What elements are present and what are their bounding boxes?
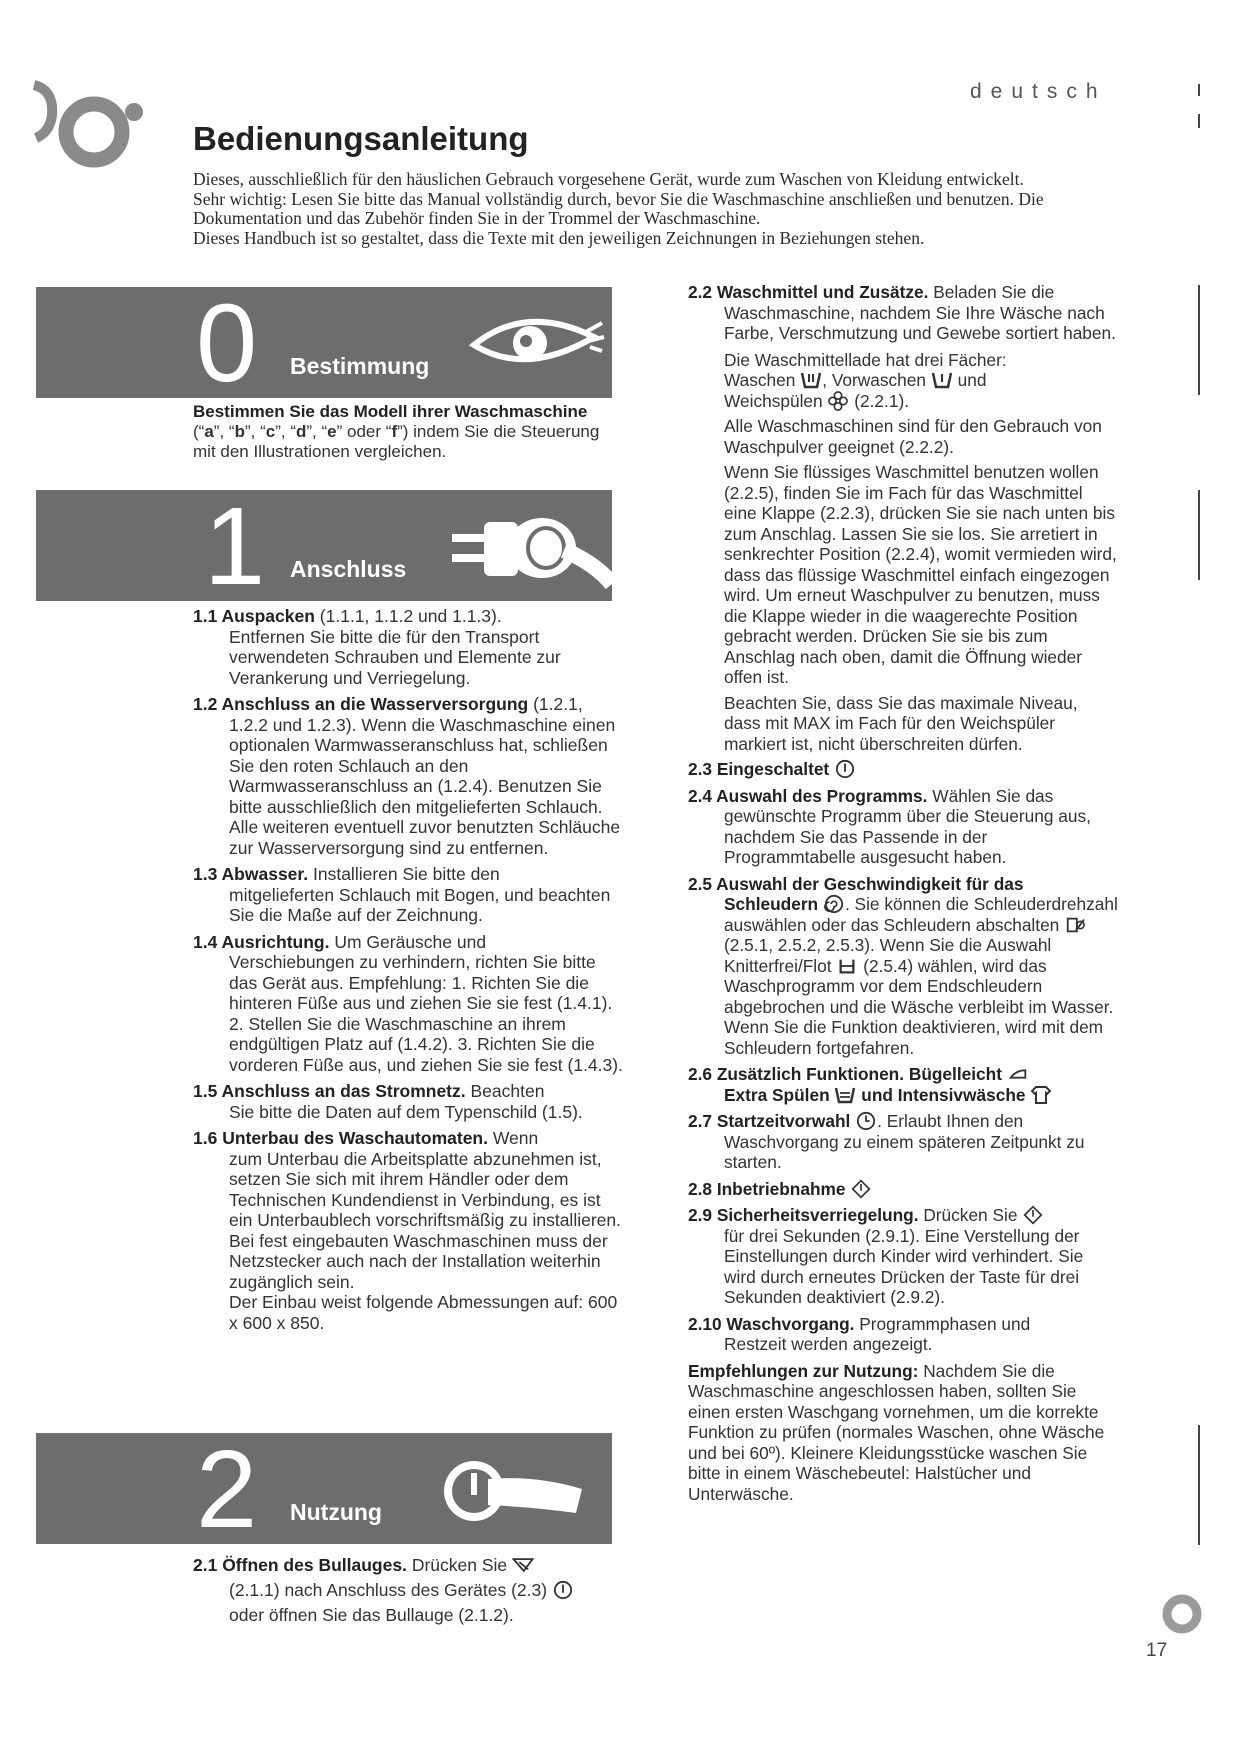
section-1-number: 1 — [204, 490, 266, 601]
section-2-label: Nutzung — [290, 1499, 382, 1525]
list-item: 2.9 Sicherheitsverriegelung. Drücken Sie für drei Sekunden (2.9.1). Eine Verstellung der Einstellungen durch Kinder wird verhindert. Sie wird durch erneutes Drücken der Taste für drei Sekunden deaktiviert (2.9.2). — [688, 1205, 1084, 1307]
intro-paragraph: Sehr wichtig: Lesen Sie bitte das Manual vollständig durch, bevor Sie die Waschmaschine anschließen und benutzen. Die Dokumentation und das Zubehör finden Sie in der Trommel der Waschmaschine. — [193, 188, 1044, 228]
spin-icon — [823, 894, 845, 914]
page-title: Bedienungsanleitung — [193, 120, 529, 157]
list-item: 1.5 Anschluss an das Stromnetz. Beachten Sie bitte die Daten auf dem Typenschild (1.5). — [193, 1081, 583, 1122]
section-1-label: Anschluss — [290, 556, 407, 582]
list-item: 2.3 Eingeschaltet — [688, 759, 1118, 780]
intensive-wash-shirt-icon — [1030, 1085, 1052, 1105]
extra-rinse-icon — [834, 1085, 856, 1105]
section-0-number: 0 — [196, 287, 258, 398]
page-number: 17 — [1146, 1640, 1168, 1661]
model-instruction-bold: Bestimmen Sie das Modell ihrer Waschmaschine — [193, 402, 588, 421]
crease-free-icon — [836, 956, 858, 976]
max-level-note: Beachten Sie, dass Sie das maximale Niveau, dass mit MAX im Fach für den Weichspüler markiert ist, nicht überschreiten dürfen. — [724, 692, 1078, 754]
clock-icon — [855, 1111, 877, 1131]
list-item: 2.8 Inbetriebnahme — [688, 1179, 1118, 1200]
list-item: 1.6 Unterbau des Waschautomaten. Wenn zum Unterbau die Arbeitsplatte abzunehmen ist, setzen Sie sich mit ihrem Händler oder dem Technischen Kundendienst in Verbindung, es ist ein Unterbaublech vorschriftsmäßig zu installieren. Bei fest eingebauten Waschmaschinen muss der Netzstecker auch nach der Installation weiterhin zugänglich sein. Der Einbau weist folgende Abmessungen auf: 600 x 600 x 850. — [193, 1128, 621, 1333]
list-item: 2.2 Waschmittel und Zusätze. Beladen Sie die Waschmaschine, nachdem Sie Ihre Wäsche nach Farbe, Verschmutzung und Gewebe sortiert haben. — [688, 282, 1116, 343]
list-item: 1.2 Anschluss an die Wasserversorgung (1.2.1, 1.2.2 und 1.2.3). Wenn die Waschmaschine einen optionalen Warmwasseranschluss hat, schließen Sie den roten Schlauch an den Warmwasseranschluss an (1.2.4). Benutzen Sie bitte ausschließlich den mitgelieferten Schlauch. Alle weiteren eventuell zuvor benutzten Schläuche zur Wasserversorgung sind zu entfernen. — [193, 694, 621, 858]
section-2-item — [193, 1553, 633, 1634]
softener-flower-icon — [827, 391, 849, 411]
model-letter: a — [204, 422, 214, 441]
edge-mark — [1198, 114, 1200, 128]
model-letter: b — [234, 422, 245, 441]
model-letter: e — [327, 422, 337, 441]
section-0-label: Bestimmung — [290, 353, 430, 379]
model-letter: c — [265, 422, 276, 441]
list-item: 2.5 Auswahl der Geschwindigkeit für das Schleudern . Sie können die Schleuderdrehzahl auswählen oder das Schleudern abschalten (2.5.1, 2.5.2, 2.5.3). Wenn Sie die Auswahl Knitterfrei/Flot (2.5.4) wählen, wird das Waschprogramm vor dem Endschleudern abgebrochen und die Wäsche verbleibt im Wasser. Wenn Sie die Funktion deaktivieren, wird mit dem Schleudern fortgefahren. — [688, 873, 1118, 1058]
edge-mark — [1198, 490, 1200, 580]
list-item: 2.10 Waschvorgang. Programmphasen und Restzeit werden angezeigt. — [688, 1313, 1031, 1354]
list-item: 1.3 Abwasser. Installieren Sie bitte den mitgelieferten Schlauch mit Bogen, und beachten Sie die Maße auf der Zeichnung. — [193, 864, 611, 925]
edge-mark — [1198, 1425, 1200, 1545]
model-letter: d — [296, 422, 307, 441]
list-item: 2.7 Startzeitvorwahl . Erlaubt Ihnen den Waschvorgang zu einem späteren Zeitpunkt zu starten. — [688, 1111, 1085, 1172]
no-spin-icon — [1064, 915, 1086, 935]
edge-mark — [1198, 84, 1200, 96]
detergent-compartments: Die Waschmittellade hat drei Fächer: Waschen , Vorwaschen und Weichspülen (2.2.1). — [724, 349, 1007, 411]
section-2-number: 2 — [196, 1433, 258, 1544]
list-item: 2.1 Öffnen des Bullauges. Drücken Sie (2.1.1) nach Anschluss des Gerätes (2.3) oder öffnen Sie das Bullauge (2.1.2). — [193, 1553, 633, 1628]
finger-press-icon — [436, 1445, 586, 1535]
powder-note: Alle Waschmaschinen sind für den Gebrauch von Waschpulver geeignet (2.2.2). — [724, 416, 1102, 457]
footer-logo-icon — [1160, 1590, 1204, 1638]
intro-text — [193, 170, 1073, 248]
list-item: 2.4 Auswahl des Programms. Wählen Sie das gewünschte Programm über die Steuerung aus, nachdem Sie das Passende in der Programmtabelle ausgesucht haben. — [688, 785, 1091, 867]
usage-recommendations: Empfehlungen zur Nutzung: Nachdem Sie die Waschmaschine angeschlossen haben, sollten Sie einen ersten Waschgang vornehmen, um die korrekte Funktion zu prüfen (normales Waschen, ohne Wäsche und bei 60º). Kleinere Kleidungsstücke waschen Sie bitte in einem Wäschebeutel: Halstücher und Unterwäsche. — [688, 1360, 1105, 1504]
wash-tub-icon — [800, 370, 822, 390]
prewash-tub-icon — [931, 370, 953, 390]
plug-icon — [446, 504, 612, 594]
section-1-items — [193, 606, 623, 1339]
list-item: 2.6 Zusätzlich Funktionen. Bügelleicht Extra Spülen und Intensivwäsche — [688, 1064, 1118, 1105]
eye-icon — [466, 307, 606, 377]
section-2-band — [36, 1433, 612, 1544]
intro-paragraph: Dieses Handbuch ist so gestaltet, dass die Texte mit den jeweiligen Zeichnungen in Beziehungen stehen. — [193, 227, 925, 248]
list-item: 1.1 Auspacken (1.1.1, 1.1.2 und 1.1.3). Entfernen Sie bitte die für den Transport verwendeten Schrauben und Elemente zur Verankerung und Verriegelung. — [193, 606, 561, 688]
model-letter: f — [391, 422, 398, 441]
start-diamond-icon — [1022, 1205, 1044, 1225]
edge-mark — [1198, 285, 1200, 395]
power-icon — [834, 759, 856, 779]
language-label: deutsch — [970, 80, 1107, 103]
intro-paragraph: Dieses, ausschließlich für den häuslichen Gebrauch vorgesehene Gerät, wurde zum Waschen von Kleidung entwickelt. — [193, 169, 1024, 189]
brand-logo-icon — [32, 80, 162, 180]
power-icon — [552, 1580, 574, 1600]
start-diamond-icon — [850, 1179, 872, 1199]
liquid-detergent-note: Wenn Sie flüssiges Waschmittel benutzen wollen (2.2.5), finden Sie im Fach für das Waschmittel eine Klappe (2.2.3), drücken Sie sie nach unten bis zum Anschlag. Lassen Sie sie los. Sie arretiert in senkrechter Position (2.2.4), womit vermieden wird, dass das flüssige Waschmittel einfach eingezogen wird. Um erneut Waschpulver zu benutzen, muss die Klappe wieder in die waagerechte Position gebracht werden. Drücken Sie sie bis zum Anschlag nach oben, damit die Öffnung wieder offen ist. — [724, 462, 1117, 687]
section-1-band — [36, 490, 612, 601]
right-column — [688, 282, 1118, 1509]
section-0-text: Bestimmen Sie das Modell ihrer Waschmaschine (“a”, “b”, “c”, “d”, “e” oder “f”) indem Sie die Steuerung mit den Illustrationen vergleichen. — [193, 402, 600, 461]
door-open-icon — [512, 1555, 534, 1575]
list-item: 1.4 Ausrichtung. Um Geräusche und Verschiebungen zu verhindern, richten Sie bitte das Gerät aus. Empfehlung: 1. Richten Sie die hinteren Füße aus und ziehen Sie sie fest (1.4.1). 2. Stellen Sie die Waschmaschine an ihrem endgültigen Platz auf (1.4.2). 3. Richten Sie die vorderen Füße aus, und ziehen Sie sie fest (1.4.3). — [193, 931, 623, 1075]
easy-iron-icon — [1007, 1064, 1029, 1084]
section-0-band — [36, 287, 612, 398]
